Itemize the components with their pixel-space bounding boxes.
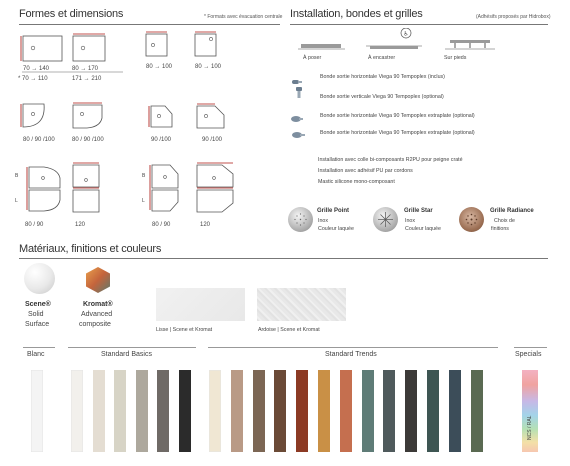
install-mode-label: Sur pieds	[444, 55, 467, 61]
color-swatch-trend[interactable]	[296, 370, 308, 452]
bonde-extraplate-icon	[291, 126, 305, 134]
color-swatch-basic[interactable]	[179, 370, 191, 452]
texture-label: Ardoise | Scene et Kromat	[258, 327, 320, 333]
double-tray-1	[27, 167, 60, 211]
color-swatch-basic[interactable]	[93, 370, 105, 452]
category-specials: Specials	[515, 351, 542, 358]
color-swatch-trend[interactable]	[274, 370, 286, 452]
dim-label: 80 → 100	[195, 64, 222, 70]
color-swatch-basic[interactable]	[71, 370, 83, 452]
svg-text:♿: ♿	[403, 30, 409, 38]
sur-pieds-icon	[445, 40, 495, 49]
l-label: L	[15, 198, 18, 204]
grille-name: Grille Point	[317, 208, 350, 214]
install-mode-label: À encastrer	[368, 55, 396, 61]
color-swatch-trend[interactable]	[449, 370, 461, 452]
install-note: Installation avec colle bi-composants R2PU pour peigne craté	[318, 157, 463, 163]
dim-label: 90 /100	[202, 137, 223, 143]
color-swatch-trend[interactable]	[209, 370, 221, 452]
trends-rule	[208, 347, 498, 348]
b-label: B	[142, 173, 146, 179]
special-ncs-ral-label: NCS / RAL	[527, 415, 533, 440]
color-swatch-basic[interactable]	[157, 370, 169, 452]
rect-tray-2	[73, 34, 105, 61]
texture-label: Lisse | Scene et Kromat	[156, 327, 213, 333]
dim-label: 120	[200, 222, 211, 228]
grille-name: Grille Radiance	[490, 208, 534, 214]
bonde-extraplate-icon	[291, 110, 303, 118]
scene-desc: Solid	[28, 311, 44, 318]
kromat-desc: composite	[79, 321, 111, 328]
l-label: L	[142, 198, 145, 204]
installation-note: (Adhésifs proposés par Hidrobox)	[476, 14, 551, 20]
double-tray-2	[73, 163, 99, 212]
special-ncs-ral-swatch[interactable]	[522, 370, 538, 452]
color-swatch-trend[interactable]	[427, 370, 439, 452]
quarter-tray-2	[73, 103, 102, 128]
bonde-label: Bonde sortie horizontale Viega 90 Tempoplex extraplate (optional)	[320, 130, 475, 136]
installation-rule	[290, 24, 548, 25]
kromat-desc: Advanced	[81, 311, 113, 318]
dim-label: 70 → 140	[23, 66, 50, 72]
bonde-label: Bonde sortie verticale Viega 90 Tempoplex (optional)	[320, 94, 444, 100]
texture-ardoise	[257, 288, 346, 321]
dim-label: 171 → 210	[72, 76, 102, 82]
color-swatch-trend[interactable]	[362, 370, 374, 452]
dim-label: * 70 → 110	[18, 76, 48, 82]
install-modes-diagram	[290, 28, 540, 60]
texture-lisse	[156, 288, 245, 321]
grille-desc: Couleur laquée	[318, 226, 354, 232]
square-tray-2	[195, 32, 216, 56]
blanc-rule	[23, 347, 55, 348]
dim-label: 120	[75, 222, 86, 228]
grille-desc: Couleur laquée	[405, 226, 441, 232]
color-swatch-basic[interactable]	[136, 370, 148, 452]
color-swatch-blanc[interactable]	[31, 370, 43, 452]
a-poser-icon	[298, 44, 345, 49]
bonde-label: Bonde sortie horizontale Viega 90 Tempoplex (inclus)	[320, 74, 445, 80]
grille-star-icon	[373, 207, 398, 232]
color-swatch-trend[interactable]	[383, 370, 395, 452]
dim-label: 80 → 170	[72, 66, 99, 72]
kromat-name: Kromat®	[83, 301, 113, 308]
scene-desc: Surface	[25, 321, 50, 328]
category-blanc: Blanc	[27, 351, 45, 358]
scene-name: Scene®	[25, 301, 51, 308]
color-swatch-trend[interactable]	[340, 370, 352, 452]
color-swatch-trend[interactable]	[253, 370, 265, 452]
grille-desc: finitions	[491, 226, 509, 232]
install-note: Installation avec adhésif PU par cordons	[318, 168, 413, 174]
square-tray-1	[146, 32, 167, 56]
grille-name: Grille Star	[404, 208, 433, 214]
dim-label: 80 / 90 /100	[72, 137, 104, 143]
b-label: B	[15, 173, 19, 179]
color-swatch-basic[interactable]	[114, 370, 126, 452]
grille-desc: Choix de	[494, 218, 515, 224]
double-tray-3	[150, 165, 178, 211]
kromat-material-icon	[84, 266, 112, 299]
materials-rule	[19, 258, 548, 259]
scene-material-icon	[24, 263, 55, 294]
quarter-tray-1	[21, 104, 44, 127]
dim-label: 80 → 100	[146, 64, 173, 70]
color-swatch-trend[interactable]	[318, 370, 330, 452]
materials-title: Matériaux, finitions et couleurs	[19, 243, 162, 255]
dim-label: 80 / 90	[25, 222, 44, 228]
shapes-diagrams	[0, 0, 290, 240]
category-trends: Standard Trends	[325, 351, 377, 358]
shapes-note: * Formats avec évacuation centrale	[204, 14, 283, 20]
double-tray-4	[197, 163, 233, 212]
bonde-label: Bonde sortie horizontale Viega 90 Tempoplex extraplate (optional)	[320, 113, 475, 119]
basics-rule	[68, 347, 196, 348]
specials-rule	[514, 347, 547, 348]
color-swatch-trend[interactable]	[231, 370, 243, 452]
install-note: Mastic silicone mono-composant	[318, 179, 395, 185]
grille-desc: Inox	[318, 218, 329, 224]
dim-label: 90 /100	[151, 137, 172, 143]
shapes-title: Formes et dimensions	[19, 8, 124, 20]
install-mode-label: À poser	[303, 55, 322, 61]
grille-point-icon	[288, 207, 313, 232]
rect-tray-1	[21, 36, 62, 61]
grille-desc: Inox	[405, 218, 416, 224]
a-encastrer-icon	[366, 28, 422, 49]
dim-label: 80 / 90	[152, 222, 171, 228]
dim-label: 80 / 90 /100	[23, 137, 55, 143]
penta-tray-2	[197, 104, 224, 128]
bonde-horizontal-icon	[292, 72, 302, 78]
color-swatch-trend[interactable]	[471, 370, 483, 452]
color-swatch-trend[interactable]	[405, 370, 417, 452]
installation-title: Installation, bondes et grilles	[290, 8, 423, 20]
grille-radiance-icon	[459, 207, 484, 232]
category-basics: Standard Basics	[101, 351, 152, 358]
penta-tray-1	[149, 106, 172, 127]
bonde-vertical-icon	[295, 86, 303, 98]
